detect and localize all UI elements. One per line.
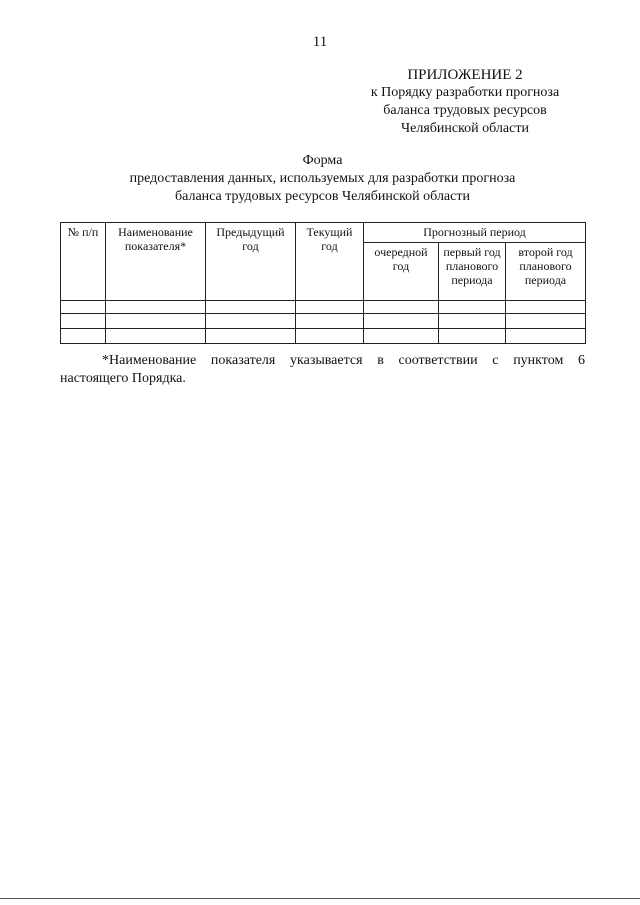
table-cell — [296, 314, 364, 329]
table-cell — [206, 301, 296, 314]
header-prev-year: Предыдущий год — [206, 223, 296, 301]
table-row — [61, 314, 586, 329]
table-cell — [439, 329, 506, 344]
form-heading — [60, 152, 585, 206]
annex-line: к Порядку разработки прогноза — [370, 85, 560, 100]
annex-title: ПРИЛОЖЕНИЕ 2 — [407, 67, 523, 83]
subheader-first-plan-year: первый год планового периода — [439, 243, 506, 301]
table-cell — [106, 329, 206, 344]
table-cell — [506, 314, 586, 329]
footnote-continuation: настоящего Порядка. — [60, 371, 186, 386]
page-number: 11 — [312, 34, 328, 50]
table-row — [61, 301, 586, 314]
form-subtitle-line: предоставления данных, используемых для разработки прогноза — [129, 171, 516, 186]
bottom-rule — [0, 898, 640, 899]
table-cell — [106, 301, 206, 314]
table-cell — [61, 329, 106, 344]
annex-line: баланса трудовых ресурсов — [383, 103, 547, 118]
table-cell — [506, 329, 586, 344]
form-table — [60, 222, 586, 344]
table-cell — [296, 301, 364, 314]
table-cell — [439, 314, 506, 329]
annex-block — [340, 66, 590, 138]
table-cell — [364, 329, 439, 344]
form-title: Форма — [302, 153, 343, 168]
table-cell — [206, 329, 296, 344]
header-current-year: Текущий год — [296, 223, 364, 301]
subheader-next-year: очередной год — [364, 243, 439, 301]
table-cell — [364, 301, 439, 314]
annex-line: Челябинской области — [401, 121, 529, 136]
table-cell — [364, 314, 439, 329]
table-cell — [61, 301, 106, 314]
table-row — [61, 329, 586, 344]
table-cell — [106, 314, 206, 329]
form-subtitle-line: баланса трудовых ресурсов Челябинской области — [175, 189, 470, 204]
table-cell — [206, 314, 296, 329]
subheader-second-plan-year: второй год планового периода — [506, 243, 586, 301]
header-num: № п/п — [61, 223, 106, 301]
header-name: Наименование показателя* — [106, 223, 206, 301]
table-cell — [296, 329, 364, 344]
table-cell — [439, 301, 506, 314]
table-cell — [506, 301, 586, 314]
header-forecast-period: Прогнозный период — [364, 223, 586, 243]
table-cell — [61, 314, 106, 329]
footnote: *Наименование показателя указывается в соответствии с пунктом 6 — [102, 353, 585, 368]
